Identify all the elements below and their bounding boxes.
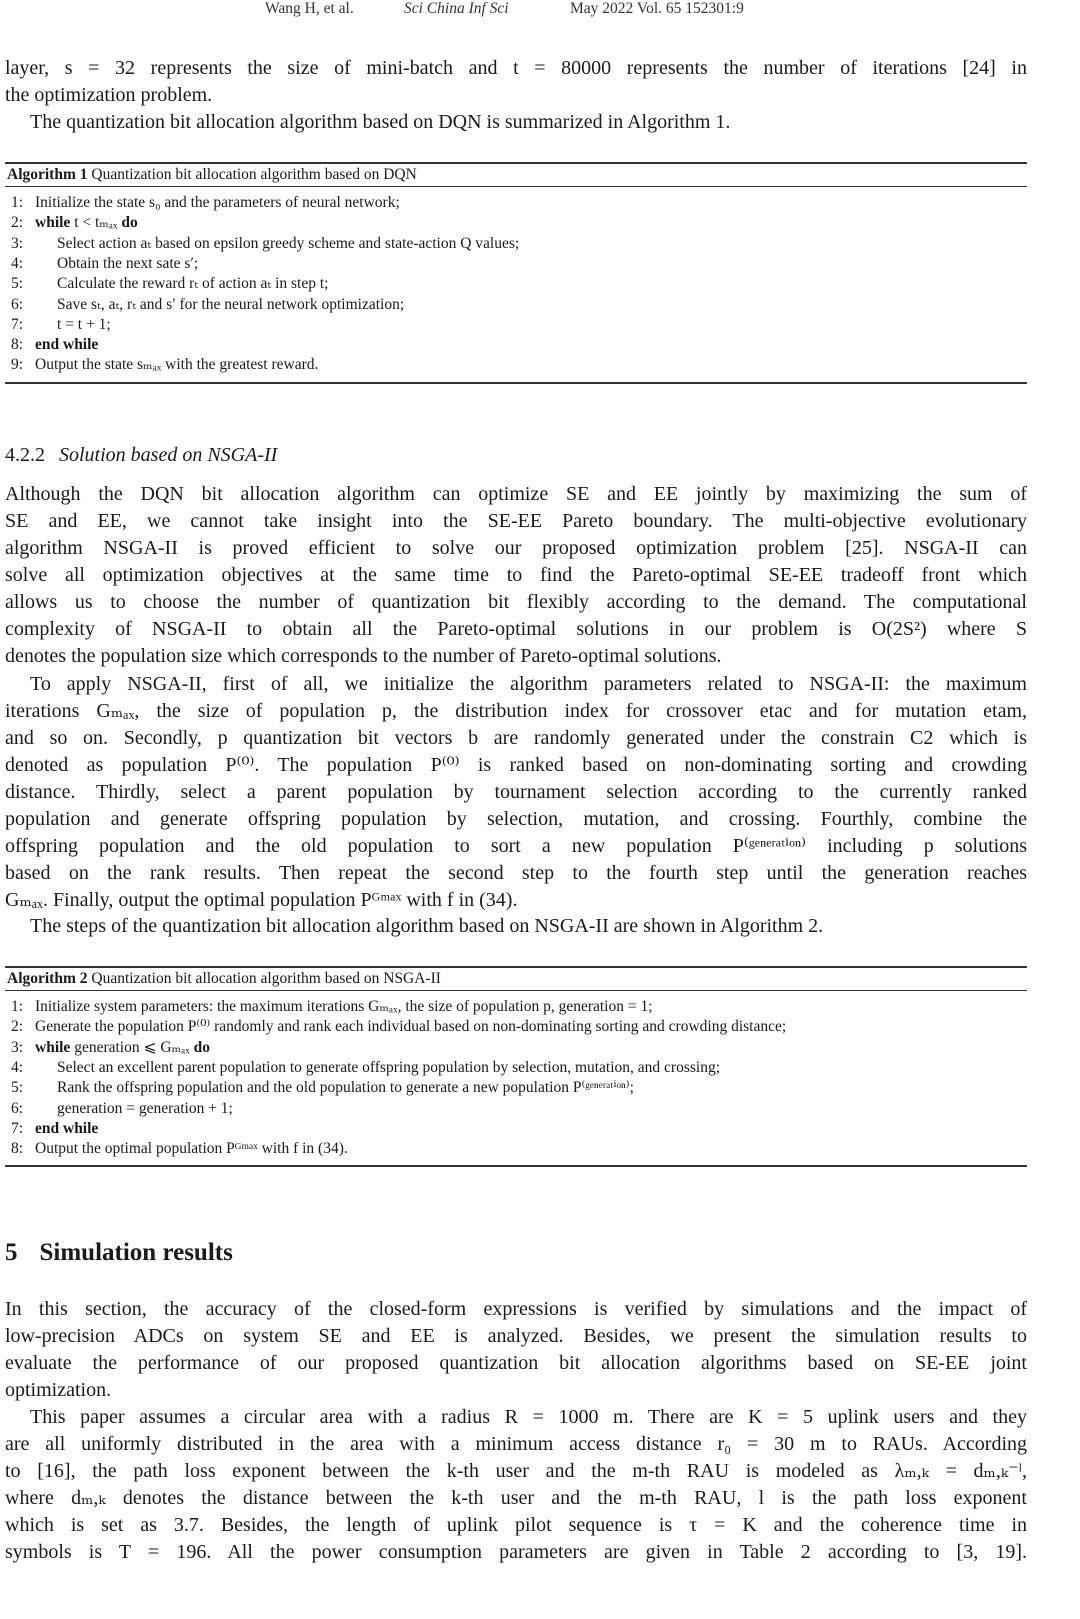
algorithm-step (11, 355, 318, 375)
paragraph-line: evaluate the performance of our proposed quantization bit allocation algorithms based on SE-EE joint (5, 1352, 1027, 1374)
algorithm-step (11, 193, 400, 213)
paragraph-line: In this section, the accuracy of the closed-form expressions is verified by simulations and the impact of (5, 1298, 1027, 1320)
paragraph-line: the optimization problem. (5, 84, 213, 106)
step-keyword: end while (35, 336, 99, 354)
algorithm-caption (7, 969, 441, 989)
paragraph-line: To apply NSGA-II, first of all, we initialize the algorithm parameters related to NSGA-II: the maximum (30, 673, 1027, 695)
algorithm-caption-rule (5, 990, 1027, 991)
paragraph-line: allows us to choose the number of quantization bit flexibly according to the demand. The computational (5, 591, 1027, 613)
step-text: Obtain the next sate s′; (57, 254, 199, 272)
subsection-heading (5, 444, 277, 467)
step-text: t = t + 1; (57, 315, 111, 333)
step-keyword: do (121, 214, 138, 232)
paragraph-line: denotes the population size which corresponds to the number of Pareto-optimal solutions. (5, 645, 722, 667)
algorithm-title: Quantization bit allocation algorithm based on DQN (91, 166, 417, 183)
algorithm-step (11, 997, 653, 1017)
paragraph-line: The quantization bit allocation algorithm based on DQN is summarized in Algorithm 1. (30, 111, 731, 133)
subsection-title: Solution based on NSGA-II (59, 444, 278, 466)
running-header-journal: Sci China Inf Sci (404, 0, 509, 17)
step-number: 8: (11, 1140, 24, 1158)
algorithm-step (11, 254, 198, 274)
algorithm-step (11, 335, 98, 355)
algorithm-step (11, 234, 519, 254)
paragraph-line: offspring population and the old population to sort a new population P⁽ᵍᵉⁿᵉʳᵃᵗⁱᵒⁿ⁾ including p solutions (5, 835, 1027, 857)
algorithm-step (11, 1017, 786, 1037)
paragraph-line: low-precision ADCs on system SE and EE is analyzed. Besides, we present the simulation results to (5, 1325, 1027, 1347)
step-number: 1: (11, 194, 24, 211)
step-text: generation = generation + 1; (57, 1099, 233, 1117)
step-number: 3: (11, 234, 24, 252)
paragraph-line: where dₘ,ₖ denotes the distance between the k-th user and the m-th RAU, l is the path loss exponent (5, 1487, 1027, 1509)
step-text: Calculate the reward rₜ of action aₜ in step t; (57, 275, 329, 293)
step-text: Output the state sₘₐₓ with the greatest reward. (35, 356, 319, 374)
step-number: 5: (11, 275, 24, 293)
step-keyword: while (35, 1038, 71, 1056)
running-header-issue: May 2022 Vol. 65 152301:9 (570, 0, 744, 17)
algorithm-step (11, 1119, 98, 1139)
algorithm-caption (7, 165, 417, 185)
section-number: 5 (5, 1239, 18, 1266)
paragraph-line: symbols is T = 196. All the power consumption parameters are given in Table 2 according to [3, 19]. (5, 1541, 1027, 1563)
algorithm-step (11, 1139, 348, 1159)
step-number: 7: (11, 315, 24, 333)
paragraph-line: The steps of the quantization bit allocation algorithm based on NSGA-II are shown in Algorithm 2. (30, 915, 824, 937)
step-text: Rank the offspring population and the old population to generate a new population P⁽ᵍᵉⁿᵉʳᵃᵗⁱᵒⁿ⁾; (57, 1079, 634, 1097)
paragraph-line: layer, s = 32 represents the size of mini-batch and t = 80000 represents the number of iterations [24] in (5, 57, 1027, 79)
algorithm-title: Quantization bit allocation algorithm based on NSGA-II (91, 970, 441, 987)
step-text: Initialize the state s₀ and the parameters of neural network; (35, 194, 400, 211)
step-text: generation ⩽ Gₘₐₓ (70, 1038, 194, 1056)
algorithm-step (11, 1038, 210, 1058)
step-text: Select an excellent parent population to generate offspring population by selection, mutation, and crossing; (57, 1058, 721, 1076)
paragraph-line: and so on. Secondly, p quantization bit vectors b are randomly generated under the constrain C2 which is (5, 727, 1027, 749)
algorithm-bottom-rule (5, 382, 1027, 384)
algorithm-label: Algorithm 1 (7, 166, 88, 183)
step-keyword: end while (35, 1119, 99, 1137)
section-title: Simulation results (39, 1239, 233, 1266)
paragraph-line: complexity of NSGA-II to obtain all the Pareto-optimal solutions in our problem is O(2S²) where S (5, 618, 1027, 640)
paragraph-line: optimization. (5, 1379, 112, 1401)
algorithm-step (11, 1078, 634, 1098)
step-number: 4: (11, 1058, 24, 1076)
paragraph-line: solve all optimization objectives at the same time to find the Pareto-optimal SE-EE tradeoff front which (5, 564, 1027, 586)
step-number: 2: (11, 214, 24, 232)
step-text: t < tₘₐₓ (70, 214, 122, 232)
step-number: 9: (11, 356, 24, 374)
step-text: Save sₜ, aₜ, rₜ and s′ for the neural network optimization; (57, 295, 405, 313)
algorithm-step (11, 213, 138, 233)
algorithm-step (11, 315, 111, 335)
step-number: 4: (11, 254, 24, 272)
step-keyword: while (35, 214, 71, 232)
algorithm-top-rule (5, 966, 1027, 968)
paragraph-line: denoted as population P⁽⁰⁾. The population P⁽⁰⁾ is ranked based on non-dominating sorting and crowding (5, 754, 1027, 776)
step-number: 7: (11, 1119, 24, 1137)
paragraph-line: This paper assumes a circular area with a radius R = 1000 m. There are K = 5 uplink users and they (30, 1406, 1027, 1428)
step-number: 6: (11, 1099, 24, 1117)
step-number: 3: (11, 1038, 24, 1056)
step-number: 5: (11, 1079, 24, 1097)
step-number: 6: (11, 295, 24, 313)
running-header-authors: Wang H, et al. (265, 0, 354, 17)
step-text: Output the optimal population Pᴳᵐᵃˣ with f in (34). (35, 1140, 348, 1158)
step-number: 1: (11, 998, 24, 1015)
algorithm-label: Algorithm 2 (7, 970, 88, 987)
paragraph-line: Gₘₐₓ. Finally, output the optimal population Pᴳᵐᵃˣ with f in (34). (5, 889, 518, 911)
subsection-number: 4.2.2 (5, 444, 45, 466)
algorithm-step (11, 1058, 720, 1078)
algorithm-top-rule (5, 162, 1027, 164)
step-keyword: do (193, 1038, 211, 1056)
paragraph-line: population and generate offspring population by selection, mutation, and crossing. Fourthly, combine the (5, 808, 1027, 830)
step-text: Generate the population P⁽⁰⁾ randomly and rank each individual based on non-dominating sorting and crowding distance; (35, 1018, 787, 1036)
step-number: 8: (11, 336, 24, 354)
paragraph-line: which is set as 3.7. Besides, the length of uplink pilot sequence is τ = K and the coherence time in (5, 1514, 1027, 1536)
paragraph-line: Although the DQN bit allocation algorithm can optimize SE and EE jointly by maximizing the sum of (5, 483, 1027, 505)
algorithm-bottom-rule (5, 1165, 1027, 1167)
paragraph-line: are all uniformly distributed in the area with a minimum access distance r₀ = 30 m to RAUs. According (5, 1433, 1027, 1455)
paragraph-line: algorithm NSGA-II is proved efficient to solve our proposed optimization problem [25]. NSGA-II can (5, 537, 1027, 559)
paragraph-line: based on the rank results. Then repeat the second step to the fourth step until the generation reaches (5, 862, 1027, 884)
paragraph-line: iterations Gₘₐₓ, the size of population p, the distribution index for crossover etac and for mutation etam, (5, 700, 1027, 722)
algorithm-step (11, 274, 328, 294)
algorithm-step (11, 1099, 233, 1119)
step-text: Initialize system parameters: the maximum iterations Gₘₐₓ, the size of population p, generation = 1; (35, 998, 653, 1015)
algorithm-caption-rule (5, 186, 1027, 187)
paragraph-line: distance. Thirdly, select a parent population by tournament selection according to the currently ranked (5, 781, 1027, 803)
paragraph-line: SE and EE, we cannot take insight into the SE-EE Pareto boundary. The multi-objective evolutionary (5, 510, 1027, 532)
paragraph-line: to [16], the path loss exponent between the k-th user and the m-th RAU is modeled as λₘ,ₖ = dₘ,ₖ⁻ˡ, (5, 1460, 1027, 1482)
algorithm-step (11, 295, 404, 315)
step-number: 2: (11, 1018, 24, 1036)
section-heading (5, 1239, 233, 1267)
step-text: Select action aₜ based on epsilon greedy scheme and state-action Q values; (57, 234, 520, 252)
